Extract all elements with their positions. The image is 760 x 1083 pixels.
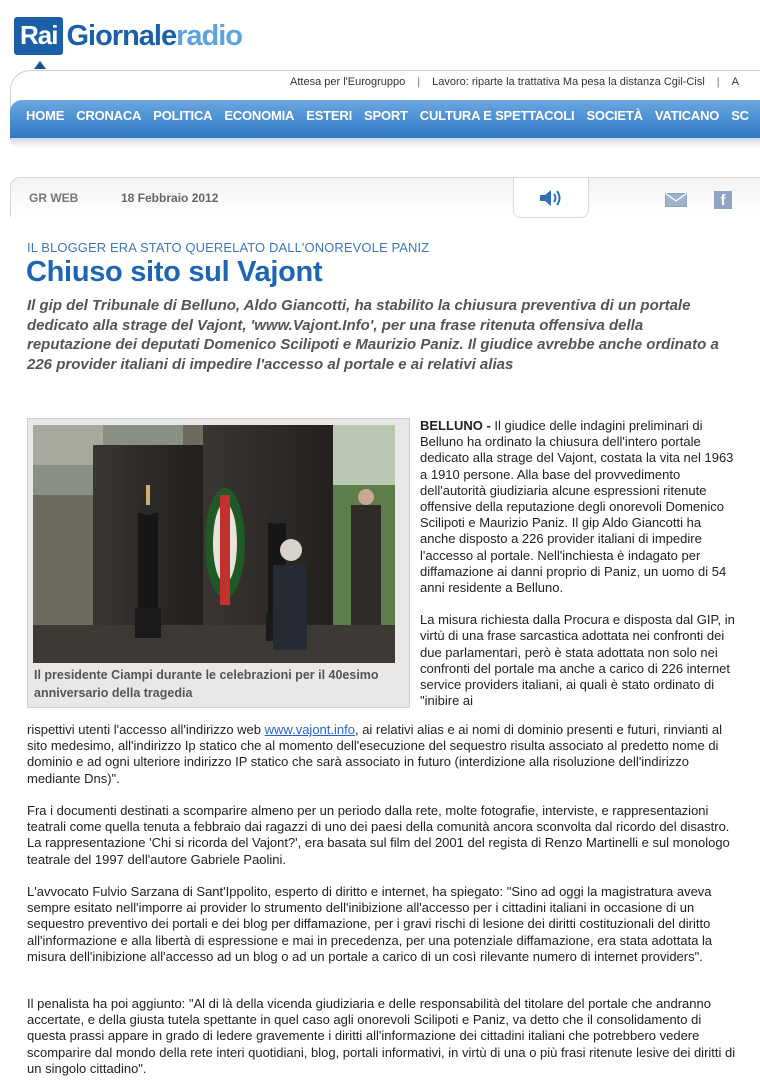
- nav-item-esteri[interactable]: ESTERI: [306, 108, 352, 123]
- paragraph-2a: La misura richiesta dalla Procura e disposta dal GIP, in virtù di una frase sarcastica adottata nei confronti dei due parlamentari, però è stata adottata non solo nei confronti del portale ma anche a carico di 226 internet service providers italiani, ai quali è stato ordinato di "inibire ai: [420, 612, 735, 709]
- article-photo[interactable]: [33, 425, 395, 663]
- ticker-separator: |: [716, 76, 720, 88]
- audio-speaker-icon: [537, 187, 565, 209]
- ticker-item[interactable]: Attesa per l'Eurogruppo: [290, 76, 406, 88]
- article-headline: Chiuso sito sul Vajont: [26, 256, 323, 288]
- logo-rai: Rai: [14, 17, 63, 55]
- nav-item-politica[interactable]: POLITICA: [153, 108, 213, 123]
- dateline: BELLUNO -: [420, 418, 491, 433]
- photo-box: [27, 418, 410, 708]
- section-label: GR WEB: [29, 191, 79, 205]
- nav-item-vaticano[interactable]: VATICANO: [654, 108, 720, 123]
- vajont-link[interactable]: www.vajont.info: [264, 722, 355, 737]
- logo-radio: radio: [176, 19, 243, 52]
- ticker-items: [278, 76, 751, 88]
- audio-button[interactable]: [513, 178, 589, 218]
- logo-giornale: Giornale: [66, 19, 177, 52]
- main-nav: [10, 100, 760, 138]
- nav-shadow: [10, 138, 760, 148]
- nav-item-sc[interactable]: SC: [731, 108, 749, 123]
- article-summary: Il gip del Tribunale di Belluno, Aldo Giancotti, ha stabilito la chiusura preventiva di un portale dedicato alla strage del Vajont, 'www.Vajont.Info', per una frase ritenuta offensiva della reputazione dei deputati Domenico Scilipoti e Maurizio Paniz. Il giudice avrebbe anche ordinato a 226 provider italiani di impedire l'accesso al portale e ai relativi alias: [27, 297, 719, 373]
- ticker-item[interactable]: A: [731, 76, 739, 88]
- paragraph-2b-end: , ai relativi alias e ai nomi di dominio presenti e futuri, rinvianti al sito medesimo, all'indirizzo Ip statico che al momento dell'esecuzione del sequestro risulta associato al predetto nome di dominio e ad ogni ulteriore indirizzo IP statico che sarà associato in futuro (interdizione alla risoluzione dell'indirizzo mediante Dns)".: [27, 722, 723, 786]
- article-meta-bar: [10, 177, 760, 217]
- site-header: [0, 0, 760, 155]
- paragraph-4: L'avvocato Fulvio Sarzana di Sant'Ippolito, esperto di diritto e internet, ha spiegato: "Sino ad oggi la magistratura aveva sempre esitato nell'imporre ai provider lo strumento dell'inibizione all'accesso per i cittadini italiani in occasione di un sequestro preventivo dei portali e dei blog per diffamazione, per i gravi rischi di lesione dei diritti costituzionali del diritto all'informazione e alla libertà di espressione e mai in precedenza, per una potenziale diffamazione, era stata adottata la misura dell'inibizione all'accesso ad un blog o ad un portale a carico di un così rilevante numero di internet providers".: [27, 884, 713, 964]
- photo-illustration: [33, 425, 395, 663]
- nav-item-economia[interactable]: ECONOMIA: [224, 108, 295, 123]
- paragraph-2b: [27, 722, 742, 787]
- nav-item-cultura[interactable]: CULTURA E SPETTACOLI: [419, 108, 575, 123]
- ticker-separator: |: [417, 76, 421, 88]
- article-body-column: [420, 418, 740, 725]
- site-logo[interactable]: [14, 16, 242, 56]
- article-date: 18 Febbraio 2012: [121, 191, 219, 205]
- news-ticker: [0, 70, 760, 100]
- logo-triangle-icon: [34, 61, 46, 69]
- paragraph-5: Il penalista ha poi aggiunto: "Al di là della vicenda giudiziaria e delle responsabilità del titolare del portale che andranno accertate, e della giusta tutela spettante in quel caso agli onorevoli Scilipoti e Paniz, va detto che il consolidamento di questa prassi appare in grado di ledere gravemente i diritti all'informazione dei cittadini italiani che potrebbero vedere scomparire dal mondo della rete interi quotidiani, blog, portali informativi, in virtù di una o più frasi ritenute lesive dei diritti di un singolo cittadino".: [27, 996, 736, 1076]
- article-kicker: IL BLOGGER ERA STATO QUERELATO DALL'ONOREVOLE PANIZ: [27, 240, 430, 255]
- nav-item-societa[interactable]: SOCIETÀ: [586, 108, 643, 123]
- mail-icon[interactable]: [665, 193, 687, 207]
- paragraph-3: Fra i documenti destinati a scomparire almeno per un periodo dalla rete, molte fotografie, interviste, e rappresentazioni teatrali come quella tenuta a febbraio dai ragazzi di uno dei paesi della comunità ancora sconvolta dal ricordo del disastro. La rappresentazione 'Chi si ricorda del Vajont?', era basata sul film del 2001 del regista di Renzo Martinelli e sul monologo teatrale del 1997 dell'autore Gabriele Paolini.: [27, 803, 730, 867]
- paragraph-2b-start: rispettivi utenti l'accesso all'indirizzo web: [27, 722, 262, 737]
- nav-item-sport[interactable]: SPORT: [364, 108, 408, 123]
- paragraph-1-text: Il giudice delle indagini preliminari di Belluno ha ordinato la chiusura dell'intero portale dedicato alla strage del Vajont, costata la vita nel 1963 a 1910 persone. Alla base del provvedimento dell'autorità giudiziaria alcune espressioni ritenute offensive della reputazione degli onorevoli Domenico Scilipoti e Maurizio Paniz. Il gip Aldo Giancotti ha anche disposto a 226 provider italiani di impedire l'accesso al portale. Nell'inchiesta è indagato per diffamazione ai danni proprio di Paniz, un uomo di 54 anni residente a Belluno.: [420, 418, 734, 596]
- nav-item-cronaca[interactable]: CRONACA: [76, 108, 142, 123]
- photo-caption: Il presidente Ciampi durante le celebrazioni per il 40esimo anniversario della tragedia: [34, 668, 379, 700]
- facebook-icon[interactable]: f: [714, 191, 732, 209]
- nav-item-home[interactable]: HOME: [26, 108, 65, 123]
- paragraph-1: [420, 418, 740, 596]
- ticker-item[interactable]: Lavoro: riparte la trattativa Ma pesa la distanza Cgil-Cisl: [432, 76, 705, 88]
